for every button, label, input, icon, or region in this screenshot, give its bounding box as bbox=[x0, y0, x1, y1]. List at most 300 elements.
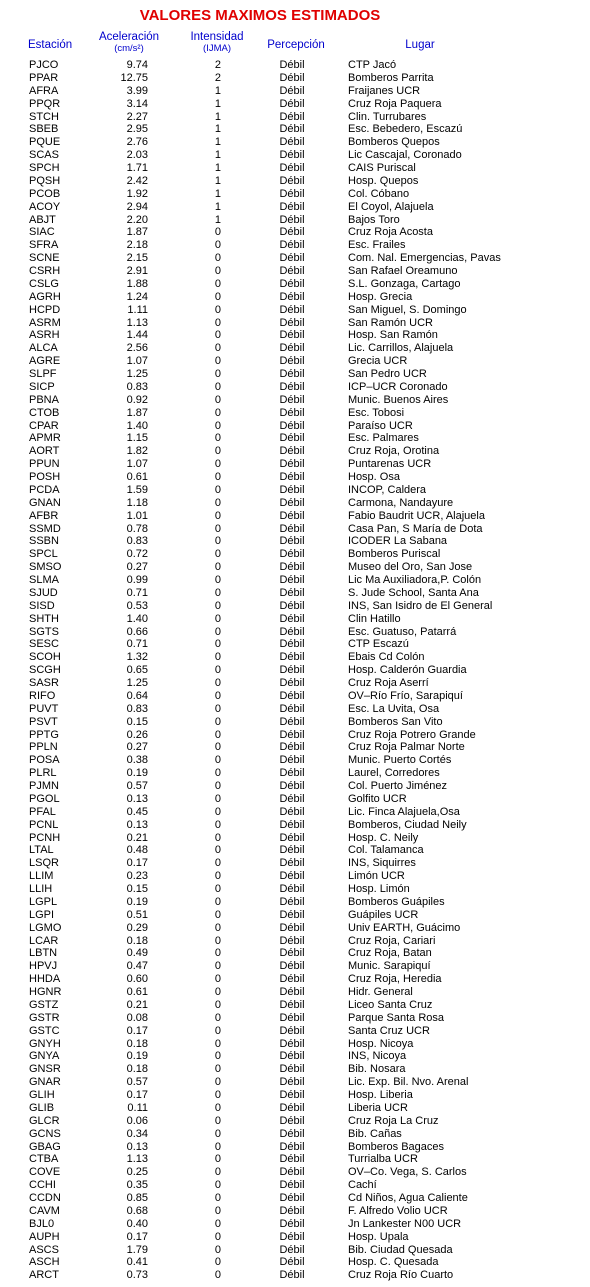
place-name: Liceo Santa Cruz bbox=[348, 998, 433, 1011]
intensity-value: 1 bbox=[214, 84, 221, 97]
intensity-value: 0 bbox=[214, 1011, 221, 1024]
table-row bbox=[0, 1179, 590, 1192]
acceleration-value: 0.06 bbox=[126, 1114, 148, 1127]
intensity-value: 0 bbox=[214, 290, 221, 303]
acceleration-value: 2.76 bbox=[126, 136, 148, 149]
perception-value: Débil bbox=[279, 934, 305, 947]
perception-value: Débil bbox=[279, 316, 305, 329]
intensity-value: 0 bbox=[214, 303, 221, 316]
intensity-value: 0 bbox=[214, 1140, 221, 1153]
station-code: SFRA bbox=[29, 239, 59, 252]
acceleration-value: 0.19 bbox=[126, 895, 148, 908]
acceleration-value: 2.56 bbox=[126, 342, 148, 355]
station-code: HPVJ bbox=[29, 960, 58, 973]
intensity-value: 0 bbox=[214, 1153, 221, 1166]
place-name: Ebais Cd Colón bbox=[348, 651, 425, 664]
station-code: SESC bbox=[29, 638, 59, 651]
perception-value: Débil bbox=[279, 960, 305, 973]
acceleration-value: 1.82 bbox=[126, 445, 148, 458]
table-row bbox=[0, 896, 590, 909]
place-name: Cruz Roja Palmar Norte bbox=[348, 741, 465, 754]
perception-value: Débil bbox=[279, 471, 305, 483]
acceleration-value: 0.21 bbox=[126, 831, 148, 844]
station-code: SJUD bbox=[29, 586, 58, 599]
table-row bbox=[0, 111, 590, 124]
perception-value: Débil bbox=[279, 136, 305, 149]
acceleration-value: 0.26 bbox=[126, 728, 148, 741]
acceleration-value: 0.51 bbox=[126, 908, 148, 921]
table-row bbox=[0, 98, 590, 111]
acceleration-value: 0.25 bbox=[126, 1166, 148, 1179]
perception-value: Débil bbox=[279, 1076, 305, 1089]
acceleration-value: 0.21 bbox=[126, 998, 148, 1011]
perception-value: Débil bbox=[279, 1114, 305, 1127]
intensity-value: 0 bbox=[214, 252, 221, 265]
acceleration-value: 0.13 bbox=[126, 818, 148, 831]
intensity-value: 0 bbox=[214, 908, 221, 921]
intensity-value: 1 bbox=[214, 200, 221, 213]
header-percepcion: Percepción bbox=[267, 39, 325, 51]
intensity-value: 0 bbox=[214, 960, 221, 973]
table-row bbox=[0, 1025, 590, 1038]
perception-value: Débil bbox=[279, 728, 305, 741]
place-name: ICP–UCR Coronado bbox=[348, 380, 448, 393]
station-code: HGNR bbox=[29, 986, 62, 998]
station-code: SLMA bbox=[29, 574, 59, 586]
place-name: CAIS Puriscal bbox=[348, 162, 416, 174]
table-row bbox=[0, 1038, 590, 1051]
table-row bbox=[0, 59, 590, 72]
perception-value: Débil bbox=[279, 1063, 305, 1076]
station-code: PBNA bbox=[29, 393, 59, 406]
table-row bbox=[0, 484, 590, 497]
place-name: San Ramón UCR bbox=[348, 316, 433, 329]
acceleration-value: 1.32 bbox=[126, 651, 148, 664]
acceleration-value: 1.88 bbox=[126, 277, 148, 290]
place-name: Cruz Roja Aserrí bbox=[348, 677, 429, 689]
intensity-value: 0 bbox=[214, 1076, 221, 1089]
header-intensidad-label: Intensidad bbox=[190, 31, 244, 43]
perception-value: Débil bbox=[279, 226, 305, 239]
place-name: Casa Pan, S María de Dota bbox=[348, 522, 483, 535]
place-name: Hosp. Quepos bbox=[348, 174, 419, 187]
intensity-value: 0 bbox=[214, 483, 221, 496]
intensity-value: 0 bbox=[214, 1089, 221, 1101]
perception-value: Débil bbox=[279, 792, 305, 805]
table-row bbox=[0, 1128, 590, 1141]
table-row bbox=[0, 574, 590, 587]
table-row bbox=[0, 729, 590, 742]
intensity-value: 0 bbox=[214, 226, 221, 239]
table-row bbox=[0, 291, 590, 304]
place-name: Esc. La Uvita, Osa bbox=[348, 702, 440, 715]
perception-value: Débil bbox=[279, 393, 305, 406]
place-name: Hosp. Nicoya bbox=[348, 1037, 414, 1050]
acceleration-value: 1.13 bbox=[126, 316, 148, 329]
station-code: GSTC bbox=[29, 1024, 60, 1037]
table-row bbox=[0, 1269, 590, 1282]
perception-value: Débil bbox=[279, 1050, 305, 1063]
table-row bbox=[0, 587, 590, 600]
intensity-value: 0 bbox=[214, 574, 221, 586]
intensity-value: 0 bbox=[214, 754, 221, 767]
intensity-value: 0 bbox=[214, 857, 221, 870]
acceleration-value: 0.18 bbox=[126, 1063, 148, 1076]
perception-value: Débil bbox=[279, 689, 305, 702]
place-name: Bib. Ciudad Quesada bbox=[348, 1243, 453, 1256]
perception-value: Débil bbox=[279, 277, 305, 290]
acceleration-value: 1.40 bbox=[126, 612, 148, 625]
place-name: Bomberos Puriscal bbox=[348, 548, 441, 561]
place-name: Cruz Roja Acosta bbox=[348, 226, 433, 239]
acceleration-value: 0.66 bbox=[126, 625, 148, 638]
station-code: CAVM bbox=[29, 1204, 60, 1217]
table-row bbox=[0, 1256, 590, 1269]
table-row bbox=[0, 265, 590, 278]
place-name: ICODER La Sabana bbox=[348, 535, 448, 548]
station-code: LSQR bbox=[29, 857, 59, 870]
perception-value: Débil bbox=[279, 535, 305, 548]
place-name: Cachí bbox=[348, 1179, 377, 1192]
station-code: ASCH bbox=[29, 1256, 60, 1269]
place-name: Liberia UCR bbox=[348, 1101, 408, 1114]
station-code: LCAR bbox=[29, 934, 59, 947]
intensity-value: 0 bbox=[214, 1179, 221, 1192]
place-name: Cruz Roja, Batan bbox=[348, 947, 432, 960]
place-name: Hosp. Limón bbox=[348, 883, 410, 895]
intensity-value: 0 bbox=[214, 316, 221, 329]
page-title: VALORES MAXIMOS ESTIMADOS bbox=[139, 7, 381, 24]
acceleration-value: 0.19 bbox=[126, 767, 148, 780]
intensity-value: 0 bbox=[214, 1269, 221, 1282]
acceleration-value: 0.18 bbox=[126, 934, 148, 947]
station-code: PGOL bbox=[29, 792, 60, 805]
intensity-value: 0 bbox=[214, 458, 221, 471]
intensity-value: 1 bbox=[214, 110, 221, 123]
place-name: Museo del Oro, San Jose bbox=[348, 561, 473, 574]
intensity-value: 0 bbox=[214, 1114, 221, 1127]
perception-value: Débil bbox=[279, 574, 305, 586]
acceleration-value: 1.07 bbox=[126, 355, 148, 368]
perception-value: Débil bbox=[279, 1089, 305, 1101]
place-name: Puntarenas UCR bbox=[348, 458, 432, 471]
acceleration-value: 1.79 bbox=[126, 1243, 148, 1256]
place-name: Carmona, Nandayure bbox=[348, 496, 454, 509]
intensity-value: 0 bbox=[214, 368, 221, 380]
place-name: Esc. Bebedero, Escazú bbox=[348, 123, 463, 136]
table-row bbox=[0, 600, 590, 613]
station-code: AGRE bbox=[29, 355, 61, 368]
place-name: S.L. Gonzaga, Cartago bbox=[348, 277, 461, 290]
intensity-value: 0 bbox=[214, 998, 221, 1011]
acceleration-value: 2.94 bbox=[126, 200, 148, 213]
place-name: CTP Escazú bbox=[348, 638, 409, 651]
acceleration-value: 0.61 bbox=[126, 986, 148, 998]
place-name: Bomberos Bagaces bbox=[348, 1140, 444, 1153]
acceleration-value: 1.71 bbox=[126, 162, 148, 174]
intensity-value: 0 bbox=[214, 947, 221, 960]
acceleration-value: 2.91 bbox=[126, 265, 148, 277]
acceleration-value: 0.48 bbox=[126, 844, 148, 857]
place-name: San Rafael Oreamuno bbox=[348, 265, 458, 277]
acceleration-value: 0.19 bbox=[126, 1050, 148, 1063]
acceleration-value: 2.95 bbox=[126, 123, 148, 136]
acceleration-value: 1.25 bbox=[126, 368, 148, 380]
place-name: Grecia UCR bbox=[348, 355, 408, 368]
place-name: San Miguel, S. Domingo bbox=[348, 303, 467, 316]
perception-value: Débil bbox=[279, 110, 305, 123]
table-row bbox=[0, 1089, 590, 1102]
station-code: ASCS bbox=[29, 1243, 59, 1256]
place-name: Lic. Finca Alajuela,Osa bbox=[348, 805, 460, 818]
intensity-value: 1 bbox=[214, 162, 221, 174]
perception-value: Débil bbox=[279, 496, 305, 509]
intensity-value: 0 bbox=[214, 342, 221, 355]
place-name: Bomberos Guápiles bbox=[348, 895, 445, 908]
station-code: PLRL bbox=[29, 767, 57, 780]
acceleration-value: 0.83 bbox=[126, 702, 148, 715]
table-row bbox=[0, 123, 590, 136]
station-code: SASR bbox=[29, 677, 59, 689]
place-name: Jn Lankester N00 UCR bbox=[348, 1217, 462, 1230]
intensity-value: 0 bbox=[214, 767, 221, 780]
intensity-value: 2 bbox=[214, 71, 221, 84]
acceleration-value: 0.47 bbox=[126, 960, 148, 973]
perception-value: Débil bbox=[279, 677, 305, 689]
place-name: Santa Cruz UCR bbox=[348, 1024, 430, 1037]
acceleration-value: 1.15 bbox=[126, 432, 148, 445]
intensity-value: 0 bbox=[214, 934, 221, 947]
table-row bbox=[0, 947, 590, 960]
perception-value: Débil bbox=[279, 908, 305, 921]
place-name: Hosp. Upala bbox=[348, 1230, 409, 1243]
perception-value: Débil bbox=[279, 1166, 305, 1179]
table-row bbox=[0, 741, 590, 754]
table-row bbox=[0, 497, 590, 510]
table-row bbox=[0, 844, 590, 857]
station-code: GNAR bbox=[29, 1076, 61, 1089]
station-code: PJCO bbox=[29, 59, 59, 71]
station-code: PCNH bbox=[29, 831, 61, 844]
table-row bbox=[0, 1231, 590, 1244]
perception-value: Débil bbox=[279, 561, 305, 574]
header-estacion: Estación bbox=[28, 39, 73, 51]
place-name: Bomberos Parrita bbox=[348, 71, 434, 84]
station-code: RIFO bbox=[29, 689, 56, 702]
station-code: PPAR bbox=[29, 71, 59, 84]
table-row bbox=[0, 175, 590, 188]
station-code: GSTZ bbox=[29, 998, 59, 1011]
intensity-value: 0 bbox=[214, 1101, 221, 1114]
perception-value: Débil bbox=[279, 1192, 305, 1204]
table-row bbox=[0, 72, 590, 85]
perception-value: Débil bbox=[279, 586, 305, 599]
station-code: SHTH bbox=[29, 612, 59, 625]
perception-value: Débil bbox=[279, 252, 305, 265]
acceleration-value: 0.23 bbox=[126, 870, 148, 883]
perception-value: Débil bbox=[279, 664, 305, 677]
perception-value: Débil bbox=[279, 71, 305, 84]
place-name: El Coyol, Alajuela bbox=[348, 200, 434, 213]
perception-value: Débil bbox=[279, 1037, 305, 1050]
place-name: INS, Siquirres bbox=[348, 857, 416, 870]
table-row bbox=[0, 1076, 590, 1089]
acceleration-value: 1.24 bbox=[126, 290, 148, 303]
perception-value: Débil bbox=[279, 355, 305, 368]
perception-value: Débil bbox=[279, 342, 305, 355]
place-name: Lic. Exp. Bil. Nvo. Arenal bbox=[348, 1076, 469, 1089]
perception-value: Débil bbox=[279, 97, 305, 110]
intensity-value: 0 bbox=[214, 393, 221, 406]
acceleration-value: 1.44 bbox=[126, 329, 148, 342]
table-row bbox=[0, 548, 590, 561]
intensity-value: 0 bbox=[214, 1204, 221, 1217]
intensity-value: 0 bbox=[214, 1217, 221, 1230]
table-row bbox=[0, 754, 590, 767]
station-code: PPQR bbox=[29, 97, 61, 110]
station-code: SBEB bbox=[29, 123, 59, 136]
perception-value: Débil bbox=[279, 831, 305, 844]
station-code: APMR bbox=[29, 432, 61, 445]
place-name: Hosp. Calderón Guardia bbox=[348, 664, 467, 677]
intensity-value: 0 bbox=[214, 522, 221, 535]
station-code: ASRM bbox=[29, 316, 61, 329]
perception-value: Débil bbox=[279, 419, 305, 432]
intensity-value: 0 bbox=[214, 689, 221, 702]
perception-value: Débil bbox=[279, 702, 305, 715]
station-code: AORT bbox=[29, 445, 60, 458]
place-name: Fabio Baudrit UCR, Alajuela bbox=[348, 509, 485, 522]
station-table bbox=[0, 59, 590, 1282]
perception-value: Débil bbox=[279, 149, 305, 162]
table-row bbox=[0, 561, 590, 574]
acceleration-value: 0.68 bbox=[126, 1204, 148, 1217]
intensity-value: 0 bbox=[214, 612, 221, 625]
acceleration-value: 1.25 bbox=[126, 677, 148, 689]
station-code: SIAC bbox=[29, 226, 55, 239]
table-row bbox=[0, 1063, 590, 1076]
table-row bbox=[0, 535, 590, 548]
intensity-value: 0 bbox=[214, 883, 221, 895]
header-aceleracion bbox=[92, 32, 166, 54]
station-code: SCAS bbox=[29, 149, 59, 162]
perception-value: Débil bbox=[279, 599, 305, 612]
place-name: Com. Nal. Emergencias, Pavas bbox=[348, 252, 501, 265]
table-row bbox=[0, 935, 590, 948]
intensity-value: 0 bbox=[214, 1243, 221, 1256]
acceleration-value: 0.15 bbox=[126, 715, 148, 728]
perception-value: Débil bbox=[279, 715, 305, 728]
intensity-value: 1 bbox=[214, 174, 221, 187]
perception-value: Débil bbox=[279, 1217, 305, 1230]
intensity-value: 0 bbox=[214, 471, 221, 483]
place-name: Cruz Roja Río Cuarto bbox=[348, 1269, 454, 1282]
station-code: LLIM bbox=[29, 870, 54, 883]
table-row bbox=[0, 162, 590, 175]
intensity-value: 0 bbox=[214, 651, 221, 664]
table-row bbox=[0, 626, 590, 639]
perception-value: Débil bbox=[279, 844, 305, 857]
intensity-value: 0 bbox=[214, 1037, 221, 1050]
perception-value: Débil bbox=[279, 483, 305, 496]
perception-value: Débil bbox=[279, 638, 305, 651]
table-row bbox=[0, 368, 590, 381]
table-row bbox=[0, 986, 590, 999]
acceleration-value: 1.87 bbox=[126, 406, 148, 419]
table-row bbox=[0, 510, 590, 523]
place-name: Clin. Turrubares bbox=[348, 110, 427, 123]
place-name: Bib. Nosara bbox=[348, 1063, 406, 1076]
station-code: SISD bbox=[29, 599, 55, 612]
perception-value: Débil bbox=[279, 432, 305, 445]
perception-value: Débil bbox=[279, 445, 305, 458]
station-code: CCHI bbox=[29, 1179, 56, 1192]
place-name: Cruz Roja La Cruz bbox=[348, 1114, 439, 1127]
station-code: LGMO bbox=[29, 921, 62, 934]
station-code: SICP bbox=[29, 380, 55, 393]
place-name: Hosp. Osa bbox=[348, 471, 400, 483]
table-row bbox=[0, 819, 590, 832]
place-name: Univ EARTH, Guácimo bbox=[348, 921, 461, 934]
place-name: Cruz Roja Paquera bbox=[348, 97, 442, 110]
acceleration-value: 0.27 bbox=[126, 561, 148, 574]
perception-value: Débil bbox=[279, 921, 305, 934]
intensity-value: 0 bbox=[214, 586, 221, 599]
station-code: PCOB bbox=[29, 187, 61, 200]
intensity-value: 0 bbox=[214, 509, 221, 522]
intensity-value: 0 bbox=[214, 895, 221, 908]
table-row bbox=[0, 136, 590, 149]
perception-value: Débil bbox=[279, 548, 305, 561]
intensity-value: 1 bbox=[214, 213, 221, 226]
acceleration-value: 0.49 bbox=[126, 947, 148, 960]
table-row bbox=[0, 149, 590, 162]
acceleration-value: 0.72 bbox=[126, 548, 148, 561]
place-name: Col. Cóbano bbox=[348, 187, 410, 200]
station-code: PCDA bbox=[29, 483, 60, 496]
perception-value: Débil bbox=[279, 612, 305, 625]
acceleration-value: 0.27 bbox=[126, 741, 148, 754]
perception-value: Débil bbox=[279, 986, 305, 998]
acceleration-value: 1.18 bbox=[126, 496, 148, 509]
table-row bbox=[0, 1141, 590, 1154]
acceleration-value: 2.42 bbox=[126, 174, 148, 187]
intensity-value: 0 bbox=[214, 419, 221, 432]
header-lugar: Lugar bbox=[405, 39, 435, 51]
perception-value: Débil bbox=[279, 998, 305, 1011]
acceleration-value: 0.83 bbox=[126, 380, 148, 393]
intensity-value: 0 bbox=[214, 445, 221, 458]
station-code: CSLG bbox=[29, 277, 59, 290]
station-code: STCH bbox=[29, 110, 59, 123]
perception-value: Débil bbox=[279, 458, 305, 471]
perception-value: Débil bbox=[279, 883, 305, 895]
table-row bbox=[0, 201, 590, 214]
intensity-value: 0 bbox=[214, 355, 221, 368]
acceleration-value: 0.17 bbox=[126, 1089, 148, 1101]
acceleration-value: 0.34 bbox=[126, 1127, 148, 1140]
perception-value: Débil bbox=[279, 1011, 305, 1024]
table-row bbox=[0, 420, 590, 433]
table-row bbox=[0, 381, 590, 394]
table-row bbox=[0, 651, 590, 664]
table-row bbox=[0, 407, 590, 420]
table-row bbox=[0, 909, 590, 922]
intensity-value: 0 bbox=[214, 638, 221, 651]
station-code: ACOY bbox=[29, 200, 61, 213]
table-row bbox=[0, 304, 590, 317]
acceleration-value: 1.13 bbox=[126, 1153, 148, 1166]
